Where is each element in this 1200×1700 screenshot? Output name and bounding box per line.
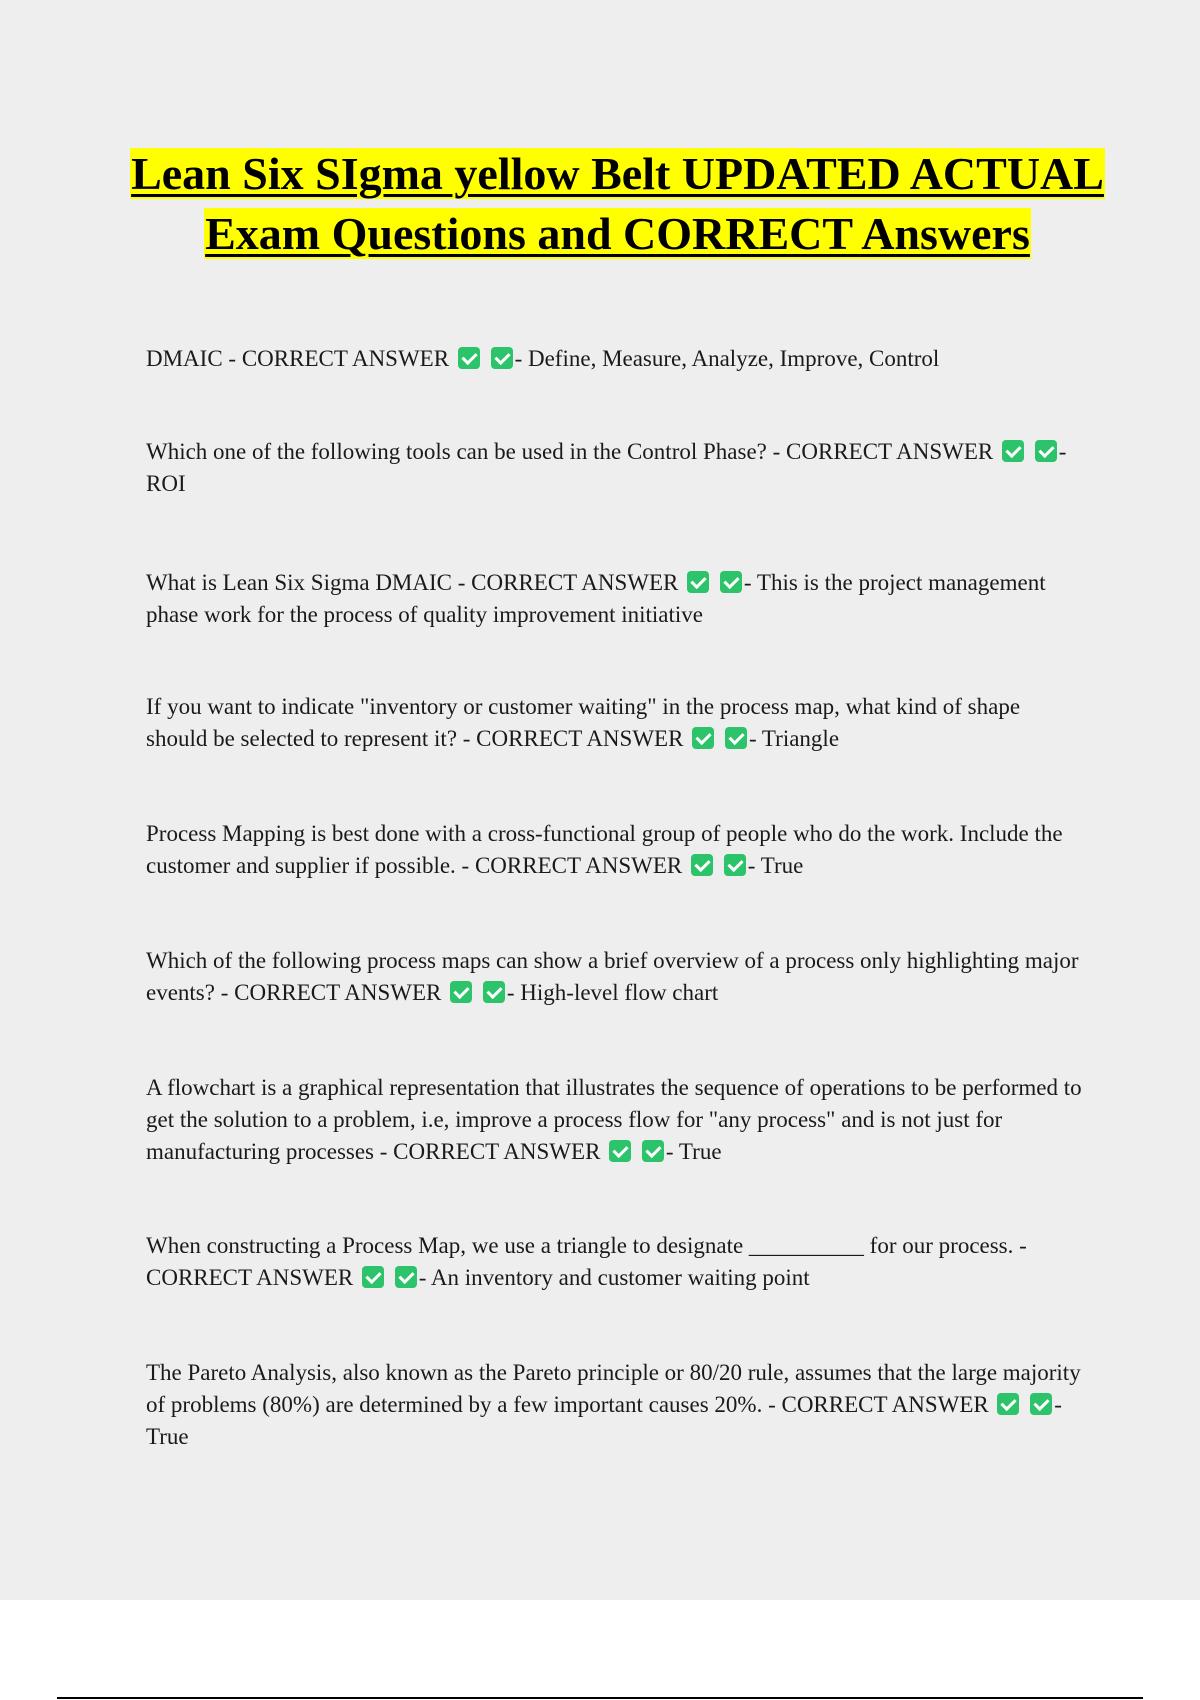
check-mark-icon	[691, 854, 713, 876]
check-mark-icon	[997, 1393, 1019, 1415]
answer-text: - True	[747, 853, 804, 878]
question-text: The Pareto Analysis, also known as the Pareto principle or 80/20 rule, assumes that the large majority of problems (80%) are determined by a few important causes 20%. - CORRECT ANSWER	[146, 1360, 1081, 1417]
qa-item	[146, 567, 1086, 631]
document-title	[110, 144, 1125, 264]
check-mark-icon	[692, 727, 714, 749]
check-mark-icon	[395, 1266, 417, 1288]
qa-item	[146, 436, 1086, 500]
check-mark-icon	[609, 1140, 631, 1162]
answer-text: - An inventory and customer waiting point	[418, 1265, 810, 1290]
qa-item	[146, 818, 1086, 882]
answer-text: - This is the project management phase work for the process of quality improvement initiative	[146, 570, 1046, 627]
check-mark-icon	[450, 981, 472, 1003]
answer-text: - True	[665, 1139, 722, 1164]
check-mark-icon	[720, 571, 742, 593]
qa-item	[146, 945, 1086, 1009]
check-mark-icon	[458, 347, 480, 369]
answer-text: - Triangle	[748, 726, 840, 751]
check-mark-icon	[687, 571, 709, 593]
check-mark-icon	[483, 981, 505, 1003]
check-mark-icon	[725, 727, 747, 749]
check-mark-icon	[362, 1266, 384, 1288]
qa-item	[146, 1357, 1086, 1453]
question-text: DMAIC - CORRECT ANSWER	[146, 346, 450, 371]
qa-item	[146, 343, 1086, 375]
question-text: Process Mapping is best done with a cross-functional group of people who do the work. Include the customer and supplier if possible. - CORRECT ANSWER	[146, 821, 1063, 878]
answer-text: - Define, Measure, Analyze, Improve, Control	[514, 346, 940, 371]
check-mark-icon	[1035, 440, 1057, 462]
answer-text: - True	[146, 1392, 1062, 1449]
question-text: Which of the following process maps can show a brief overview of a process only highlighting major events? - CORRECT ANSWER	[146, 948, 1079, 1005]
question-text: When constructing a Process Map, we use a triangle to designate __________ for our process. - CORRECT ANSWER	[146, 1233, 1027, 1290]
qa-item	[146, 691, 1086, 755]
answer-text: - ROI	[146, 439, 1067, 496]
qa-item	[146, 1072, 1086, 1168]
check-mark-icon	[491, 347, 513, 369]
question-text: Which one of the following tools can be used in the Control Phase? - CORRECT ANSWER	[146, 439, 994, 464]
check-mark-icon	[724, 854, 746, 876]
footer-divider	[57, 1697, 1143, 1699]
qa-item	[146, 1230, 1086, 1294]
check-mark-icon	[642, 1140, 664, 1162]
question-text: If you want to indicate "inventory or customer waiting" in the process map, what kind of shape should be selected to represent it? - CORRECT ANSWER	[146, 694, 1021, 751]
check-mark-icon	[1002, 440, 1024, 462]
page-footer-area	[0, 1600, 1200, 1700]
question-text: What is Lean Six Sigma DMAIC - CORRECT ANSWER	[146, 570, 679, 595]
title-highlight: Lean Six SIgma yellow Belt UPDATED ACTUAL Exam Questions and CORRECT Answers	[131, 148, 1104, 259]
check-mark-icon	[1030, 1393, 1052, 1415]
answer-text: - High-level flow chart	[506, 980, 719, 1005]
question-text: A flowchart is a graphical representation that illustrates the sequence of operations to be performed to get the solution to a problem, i.e, improve a process flow for "any process" and is not just for manufacturing processes - CORRECT ANSWER	[146, 1075, 1082, 1164]
